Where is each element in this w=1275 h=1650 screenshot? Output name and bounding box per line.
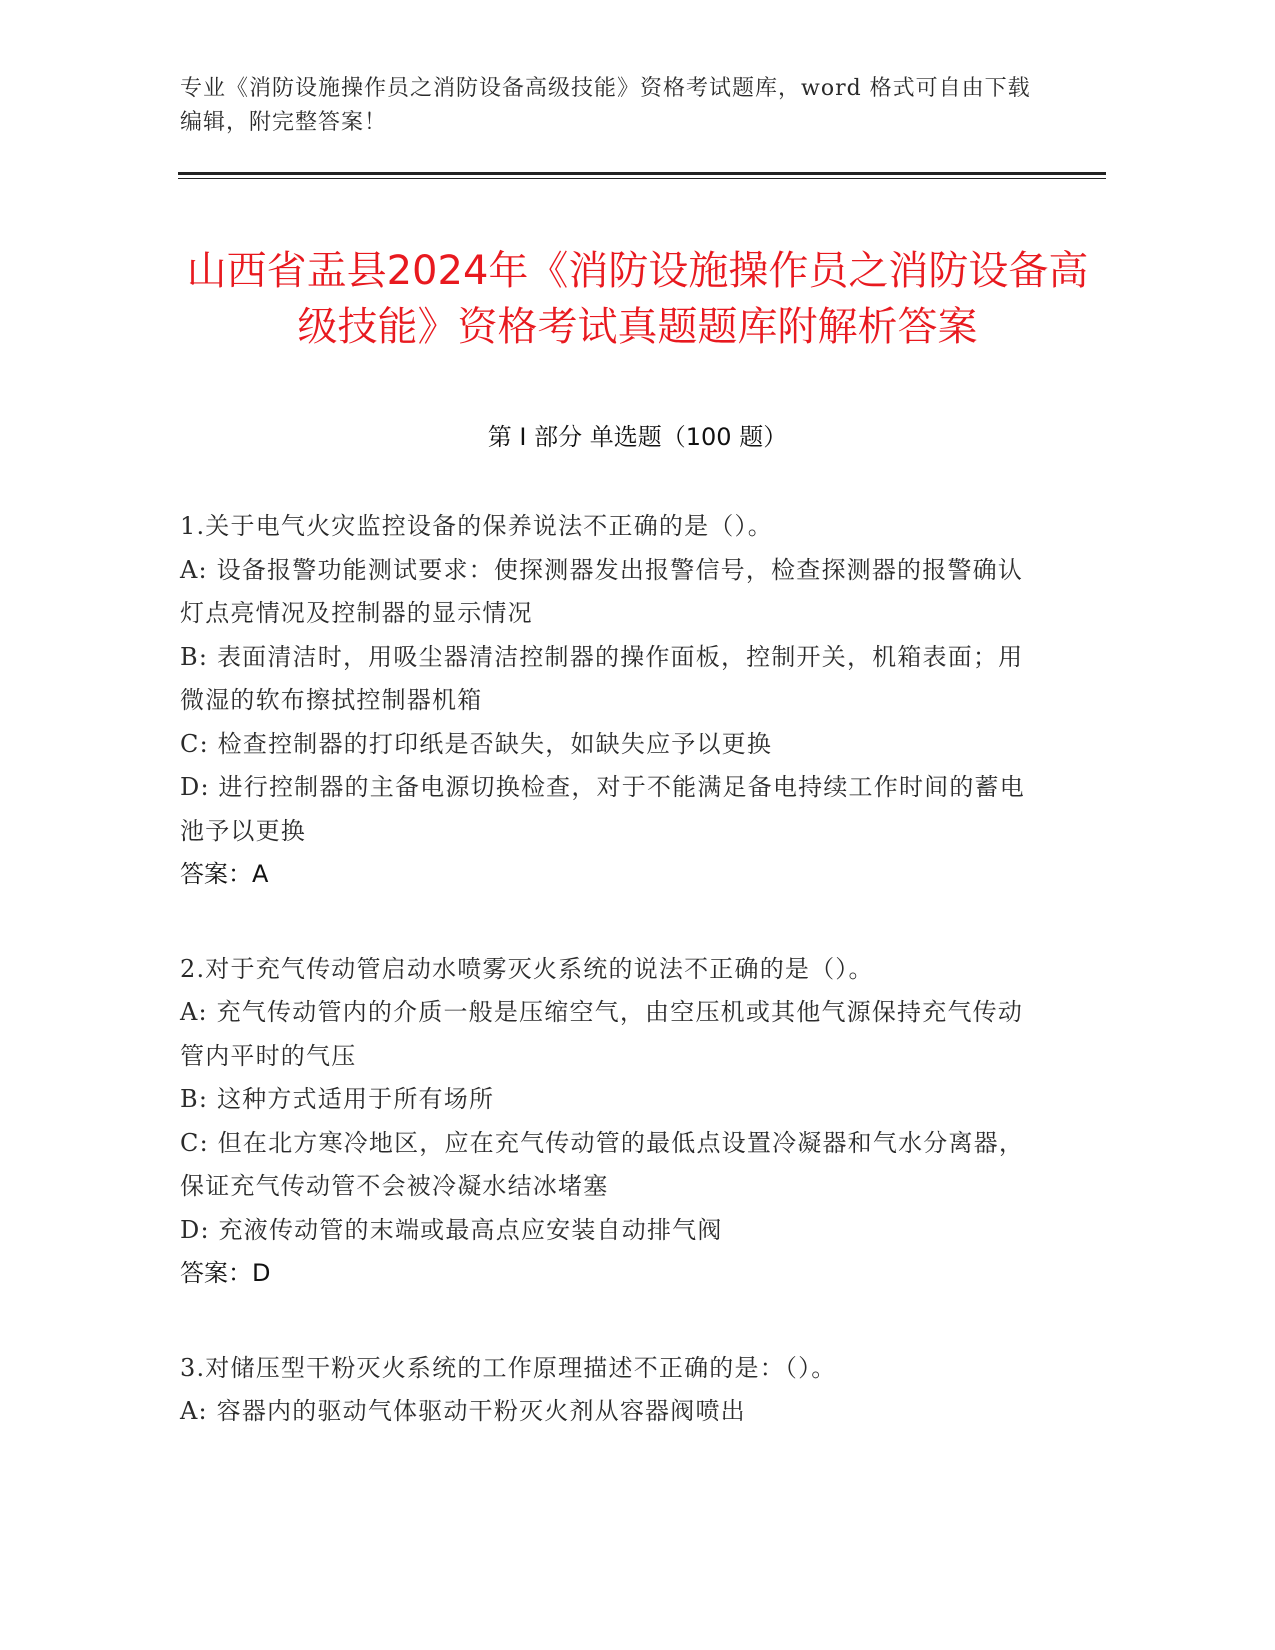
- question-stem: 1.关于电气火灾监控设备的保养说法不正确的是（）。: [180, 512, 773, 540]
- question-stem: 3.对储压型干粉灭火系统的工作原理描述不正确的是：（）。: [180, 1353, 837, 1382]
- answer-label: 答案：A: [180, 860, 269, 888]
- option-b: B: 表面清洁时，用吸尘器清洁控制器的操作面板，控制开关，机箱表面；用微湿的软布擦拭控制器机箱: [180, 642, 1024, 714]
- option-a: A: 充气传动管内的介质一般是压缩空气，由空压机或其他气源保持充气传动管内平时的气压: [180, 998, 1024, 1070]
- option-a: A: 设备报警功能测试要求：使探测器发出报警信号，检查探测器的报警确认灯点亮情况及控制器的显示情况: [180, 555, 1024, 627]
- question-2: [180, 948, 1030, 1296]
- question-list: [180, 505, 1030, 1485]
- header-note: 专业《消防设施操作员之消防设备高级技能》资格考试题库，word 格式可自由下载编辑，附完整答案！: [180, 76, 1031, 135]
- answer-label: 答案：D: [180, 1259, 271, 1287]
- option-a: A: 容器内的驱动气体驱动干粉灭火剂从容器阀喷出: [180, 1397, 746, 1425]
- question-1: [180, 505, 1030, 897]
- option-c: C: 检查控制器的打印纸是否缺失，如缺失应予以更换: [180, 729, 773, 758]
- question-stem: 2.对于充气传动管启动水喷雾灭火系统的说法不正确的是（）。: [180, 954, 874, 983]
- option-d: D: 进行控制器的主备电源切换检查，对于不能满足备电持续工作时间的蓄电池予以更换: [180, 773, 1025, 845]
- option-b: B: 这种方式适用于所有场所: [180, 1085, 495, 1113]
- section-heading: 第 I 部分 单选题（100 题）: [487, 423, 788, 451]
- header-rule-thin: [178, 178, 1106, 179]
- option-d: D: 充液传动管的末端或最高点应安装自动排气阀: [180, 1215, 723, 1244]
- document-title: 山西省盂县2024年《消防设施操作员之消防设备高级技能》资格考试真题题库附解析答案: [186, 247, 1089, 350]
- question-3: [180, 1347, 1030, 1434]
- header-rule-thick: [178, 172, 1106, 175]
- option-c: C: 但在北方寒冷地区，应在充气传动管的最低点设置冷凝器和气水分离器，保证充气传动管不会被冷凝水结冰堵塞: [180, 1128, 1025, 1200]
